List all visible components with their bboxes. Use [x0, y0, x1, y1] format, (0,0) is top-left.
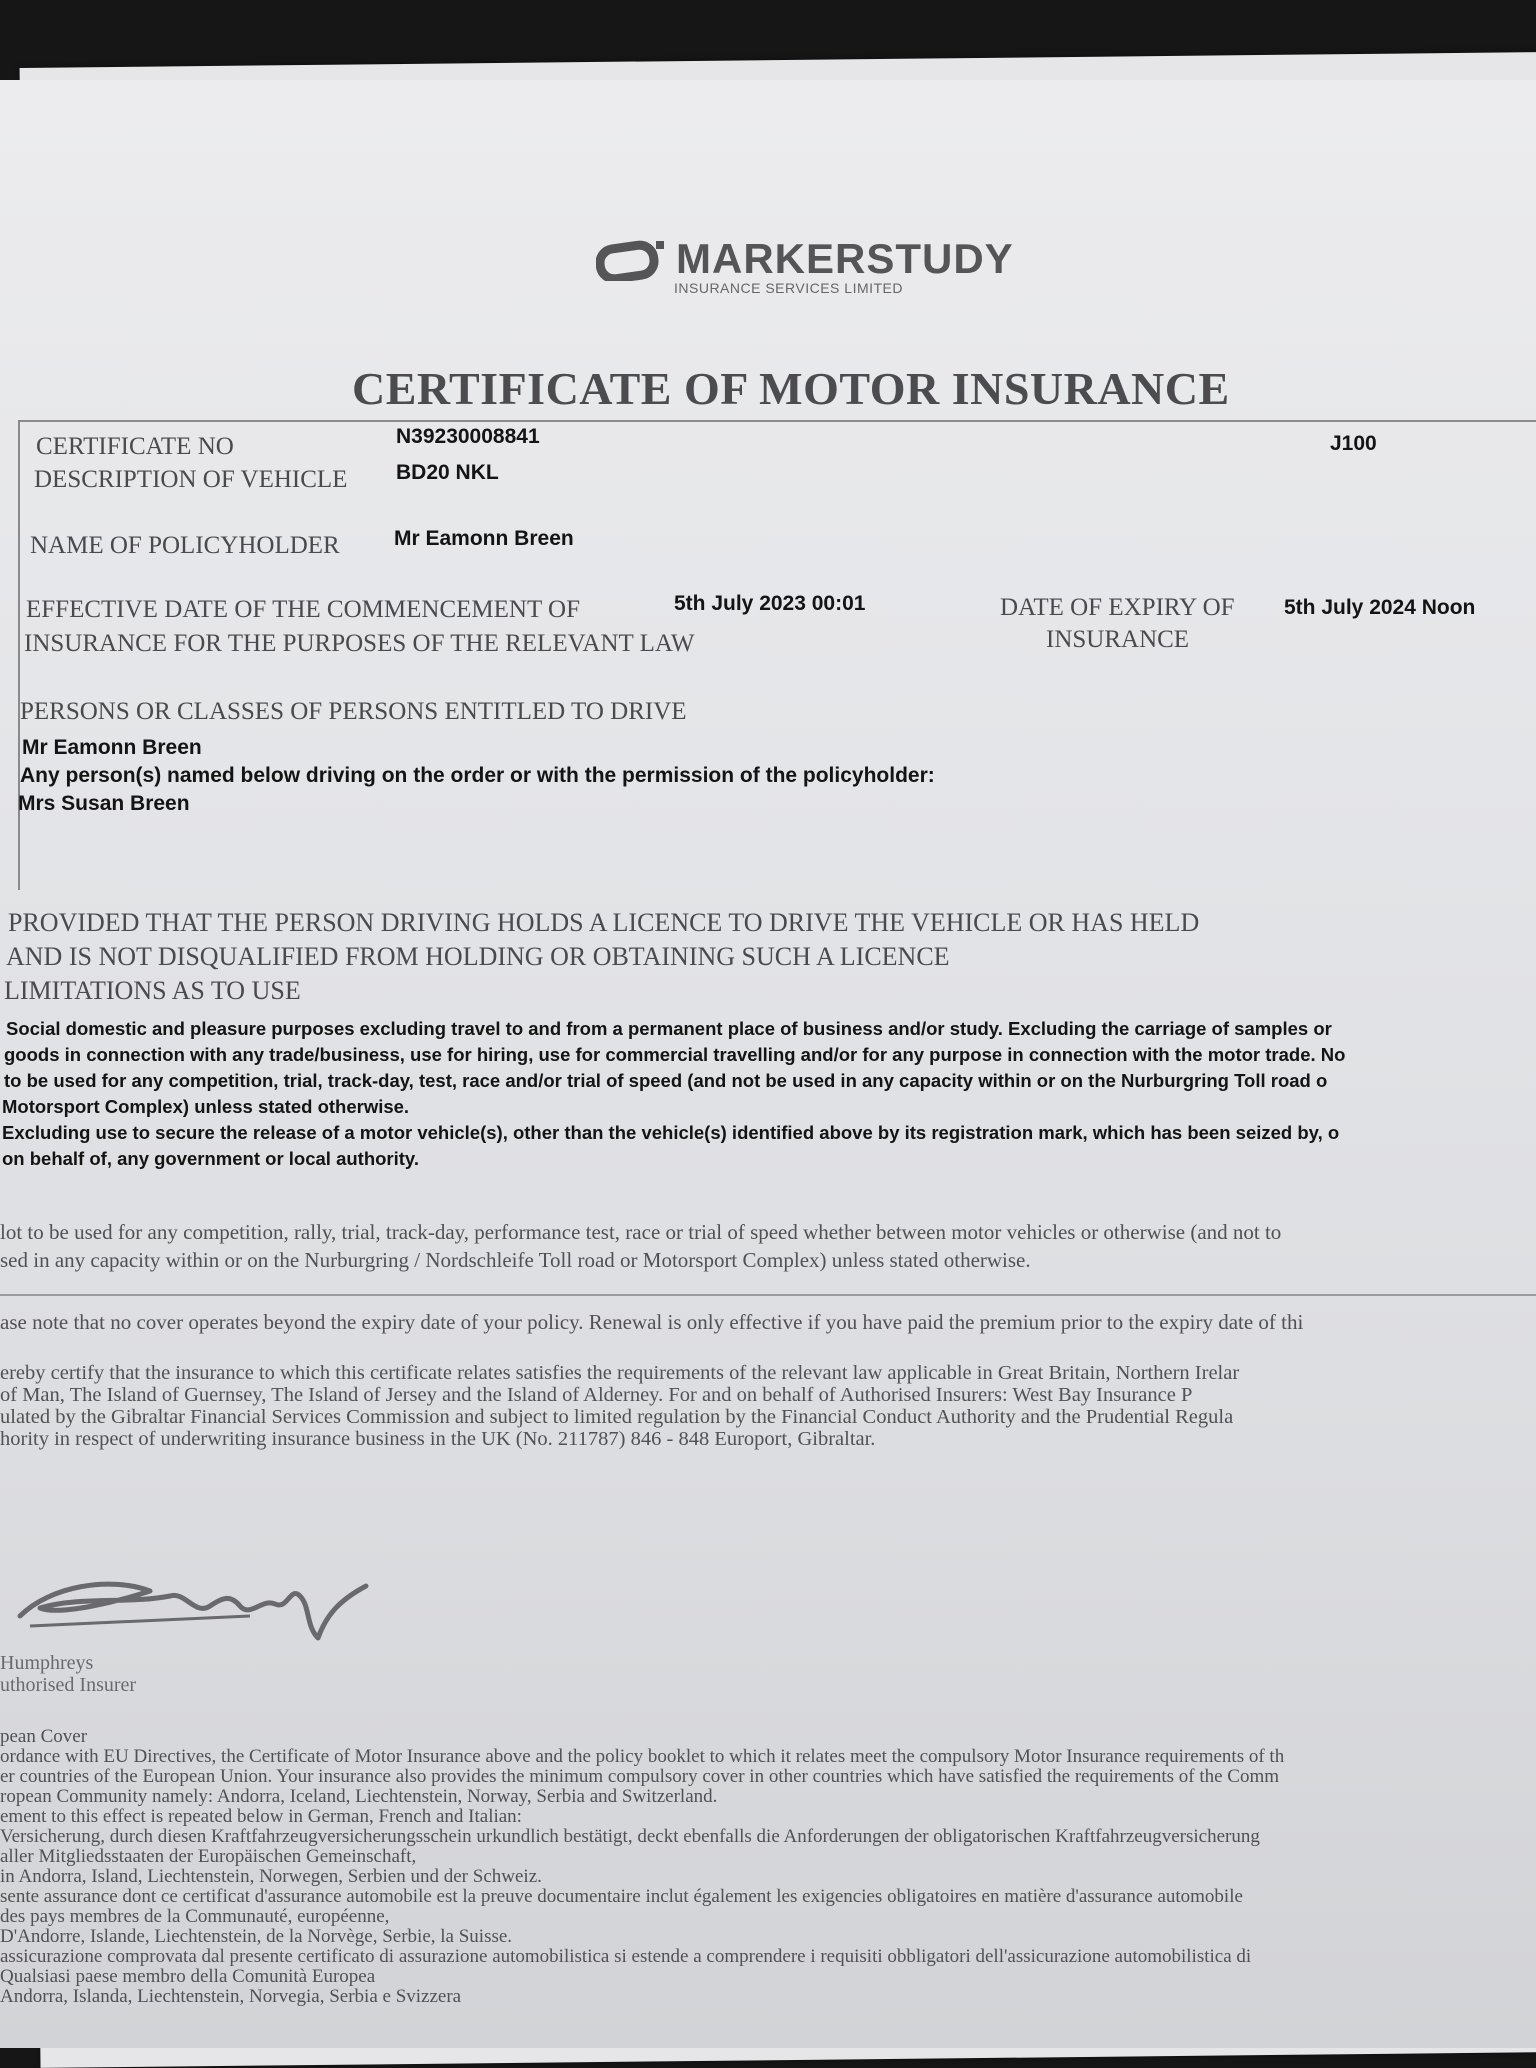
- limitations-label: LIMITATIONS AS TO USE: [4, 976, 301, 1005]
- certificate-code: J100: [1330, 432, 1377, 455]
- european-cover-line: des pays membres de la Communauté, européenne,: [0, 1906, 390, 1927]
- european-cover-line: aller Mitgliedsstaaten der Europäischen Gemeinschaft,: [0, 1846, 417, 1867]
- effective-date-label-2: INSURANCE FOR THE PURPOSES OF THE RELEVANT LAW: [24, 630, 695, 657]
- european-cover-line: er countries of the European Union. Your insurance also provides the minimum compulsory cover in other countries which have satisfied the requirements of the Comm: [0, 1766, 1280, 1787]
- certificate-no-label: CERTIFICATE NO: [36, 433, 234, 460]
- expiry-date-label-1: DATE OF EXPIRY OF: [1000, 594, 1235, 621]
- european-cover-line: D'Andorre, Islande, Liechtenstein, de la Norvège, Serbie, la Suisse.: [0, 1926, 513, 1947]
- european-cover-line: assicurazione comprovata dal presente certificato di assurazione automobilistica si estende a comprendere i requisiti obbligatori dell'assicurazione automobilistica di: [0, 1946, 1252, 1967]
- proviso-line-1: PROVIDED THAT THE PERSON DRIVING HOLDS A LICENCE TO DRIVE THE VEHICLE OR HAS HELD: [8, 908, 1200, 937]
- european-cover-line: Qualsiasi paese membro della Comunità Europea: [0, 1966, 376, 1987]
- proviso-line-2: AND IS NOT DISQUALIFIED FROM HOLDING OR OBTAINING SUCH A LICENCE: [6, 942, 950, 971]
- frame-top-line: [18, 420, 1536, 422]
- european-cover-line: in Andorra, Island, Liechtenstein, Norwegen, Serbien und der Schweiz.: [0, 1866, 542, 1887]
- certify-line: of Man, The Island of Guernsey, The Island of Jersey and the Island of Alderney. For and on behalf of Authorised Insurers: West Bay Insurance P: [0, 1384, 1193, 1406]
- limitation-line: goods in connection with any trade/business, use for hiring, use for commercial travelling and/or for any purpose in connection with the motor trade. No: [4, 1044, 1346, 1065]
- signatory-role: uthorised Insurer: [0, 1674, 137, 1696]
- expiry-date-label-2: INSURANCE: [1046, 626, 1190, 653]
- limitation-line: Social domestic and pleasure purposes excluding travel to and from a permanent place of business and/or study. Excluding the carriage of samples or: [6, 1018, 1332, 1039]
- insurer-brand: MARKERSTUDY: [676, 235, 1014, 282]
- policyholder-value: Mr Eamonn Breen: [394, 527, 574, 550]
- limitation-line: Excluding use to secure the release of a motor vehicle(s), other than the vehicle(s) identified above by its registration mark, which has been seized by, o: [2, 1122, 1340, 1143]
- certificate-no-value: N39230008841: [396, 425, 540, 448]
- european-cover-line: Andorra, Islanda, Liechtenstein, Norvegia, Serbia e Svizzera: [0, 1986, 462, 2007]
- certificate-page: [0, 80, 1536, 2048]
- limitation-line: on behalf of, any government or local authority.: [2, 1148, 419, 1169]
- frame-left-line: [18, 420, 20, 890]
- section-divider: [0, 1294, 1536, 1296]
- limitation-line: Motorsport Complex) unless stated otherwise.: [2, 1096, 410, 1117]
- vehicle-label: DESCRIPTION OF VEHICLE: [34, 466, 348, 493]
- logo-mark-icon: [596, 237, 672, 281]
- expiry-date-value: 5th July 2024 Noon: [1284, 596, 1476, 619]
- european-cover-line: Versicherung, durch diesen Kraftfahrzeugversicherungsschein urkundlich bestätigt, deckt ebenfalls die Anforderungen der obligatorischen Kraftfahrzeugversicherung: [0, 1826, 1260, 1847]
- drivers-permission: Any person(s) named below driving on the order or with the permission of the policyholder:: [20, 764, 935, 787]
- insurer-brand-sub: INSURANCE SERVICES LIMITED: [674, 280, 904, 296]
- drivers-label: PERSONS OR CLASSES OF PERSONS ENTITLED TO DRIVE: [20, 698, 687, 725]
- document-title: CERTIFICATE OF MOTOR INSURANCE: [352, 363, 1230, 414]
- european-cover-line: ordance with EU Directives, the Certificate of Motor Insurance above and the policy booklet to which it relates meet the compulsory Motor Insurance requirements of th: [0, 1746, 1285, 1767]
- european-cover-line: sente assurance dont ce certificat d'assurance automobile est la preuve documentaire inclut également les exigencies obligatoires en matière d'assurance automobile: [0, 1886, 1243, 1907]
- effective-date-label-1: EFFECTIVE DATE OF THE COMMENCEMENT OF: [26, 596, 580, 623]
- certify-line: hority in respect of underwriting insurance business in the UK (No. 211787) 846 - 848 Europort, Gibraltar.: [0, 1428, 876, 1450]
- certify-line: ereby certify that the insurance to which this certificate relates satisfies the requirements of the relevant law applicable in Great Britain, Northern Irelar: [0, 1362, 1240, 1384]
- signature-image: [0, 1546, 380, 1656]
- european-cover-line: ement to this effect is repeated below in German, French and Italian:: [0, 1806, 522, 1827]
- named-driver: Mrs Susan Breen: [18, 792, 190, 815]
- european-cover-line: ropean Community namely: Andorra, Iceland, Liechtenstein, Norway, Serbia and Switzerland.: [0, 1786, 718, 1807]
- renewal-note: ase note that no cover operates beyond the expiry date of your policy. Renewal is only effective if you have paid the premium prior to the expiry date of thi: [0, 1310, 1304, 1334]
- policyholder-label: NAME OF POLICYHOLDER: [30, 532, 340, 559]
- certify-line: ulated by the Gibraltar Financial Services Commission and subject to limited regulation by the Financial Conduct Authority and the Prudential Regula: [0, 1406, 1234, 1428]
- limitation-line: to be used for any competition, trial, track-day, test, race and/or trial of speed (and not be used in any capacity within or on the Nurburgring Toll road o: [4, 1070, 1328, 1091]
- european-cover-line: pean Cover: [0, 1726, 88, 1747]
- signatory-name: Humphreys: [0, 1652, 94, 1674]
- insurer-logo: [596, 235, 1014, 283]
- driver-policyholder: Mr Eamonn Breen: [22, 736, 202, 759]
- vehicle-value: BD20 NKL: [396, 461, 499, 484]
- effective-date-value: 5th July 2023 00:01: [674, 592, 866, 615]
- exclusion-line: lot to be used for any competition, rally, trial, track-day, performance test, race or trial of speed whether between motor vehicles or otherwise (and not to: [0, 1220, 1282, 1244]
- exclusion-line: sed in any capacity within or on the Nurburgring / Nordschleife Toll road or Motorsport Complex) unless stated otherwise.: [0, 1248, 1031, 1272]
